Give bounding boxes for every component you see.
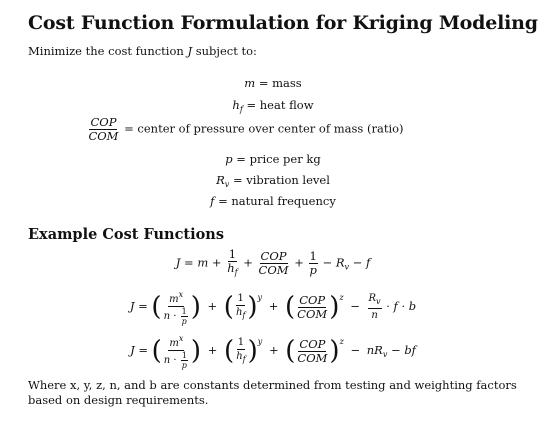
cop-over-com-fraction: $\frac{\text{COP}}{\text{COM}}$ xyxy=(88,115,119,143)
equation-2: J = ( $m^x$ n · $\frac{1}{p}$ ) + ( $\frac{1}{h_f}$ )$^y$ + ( $\frac{\text{COP}}{\text{COM}}$ )$^z$ − $\frac{R_v}{n}$ · f · b xyxy=(129,290,417,326)
definition-heat-flow: $h_f$ = heat flow xyxy=(232,98,314,114)
definition-mass: m = mass xyxy=(244,76,302,90)
definition-price: p = price per kg xyxy=(225,152,321,166)
section-heading: Example Cost Functions xyxy=(28,226,225,243)
equation-3: J = ( $m^x$ n · $\frac{1}{p}$ ) + ( $\frac{1}{h_f}$ )$^y$ + ( $\frac{\text{COP}}{\text{COM}}$ )$^z - nR_v$ − bf xyxy=(130,334,416,370)
definition-cop-com: $\frac{\text{COP}}{\text{COM}}$ = center of pressure over center of mass (ratio) xyxy=(88,115,404,143)
intro-text: Minimize the cost function J subject to: xyxy=(28,44,257,58)
definition-vibration: $R_v$ = vibration level xyxy=(216,173,330,189)
definition-frequency: f = natural frequency xyxy=(210,194,336,208)
equation-1: J = m + $\frac{1}{h_f}$ + $\frac{\text{COP}}{\text{COM}}$ + $\frac{1}{p}$ − $R_v - f$ xyxy=(175,247,371,277)
page-title: Cost Function Formulation for Kriging Modeling xyxy=(28,12,538,34)
footer-note: Where x, y, z, n, and b are constants determined from testing and weighting factors based on design requirements. xyxy=(28,378,517,407)
